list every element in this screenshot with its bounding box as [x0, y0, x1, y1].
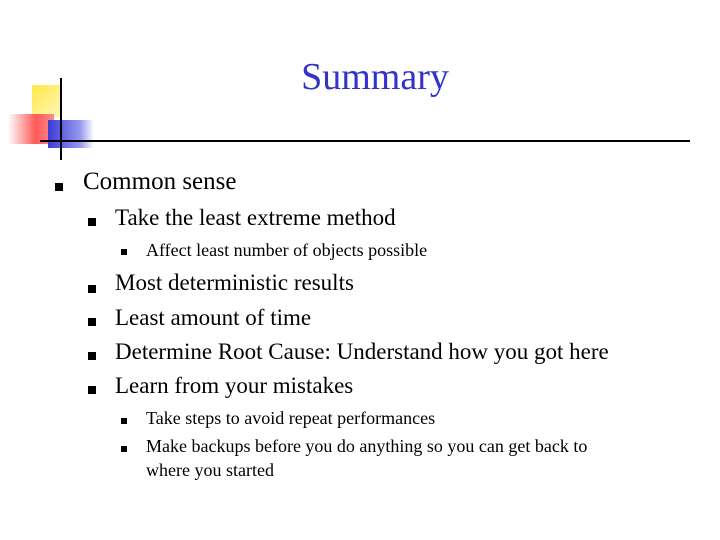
slide-title: Summary — [301, 56, 449, 98]
bullet-marker — [121, 249, 127, 255]
blue-square-decoration — [48, 120, 94, 148]
bullet-learn-mistakes: Learn from your mistakes — [115, 373, 354, 398]
bullet-affect-least: Affect least number of objects possible — [146, 240, 428, 260]
bullet-marker — [121, 446, 127, 452]
bullet-marker — [88, 386, 96, 394]
bullet-common-sense: Common sense — [83, 168, 237, 195]
bullet-least-extreme: Take the least extreme method — [115, 205, 396, 230]
title-underline-rule — [40, 140, 690, 142]
bullet-deterministic: Most deterministic results — [115, 270, 354, 295]
bullet-marker — [88, 285, 96, 293]
bullet-marker — [121, 418, 127, 424]
bullet-make-backups: Make backups before you do anything so you can get back to — [146, 436, 588, 456]
bullet-root-cause: Determine Root Cause: Understand how you got here — [115, 339, 609, 364]
bullet-least-time: Least amount of time — [115, 305, 312, 330]
bullet-make-backups-continued: where you started — [146, 460, 274, 480]
bullet-marker — [88, 352, 96, 360]
bullet-avoid-repeat: Take steps to avoid repeat performances — [146, 408, 436, 428]
bullet-marker — [88, 318, 96, 326]
bullet-marker — [88, 218, 96, 226]
bullet-marker — [55, 183, 63, 191]
